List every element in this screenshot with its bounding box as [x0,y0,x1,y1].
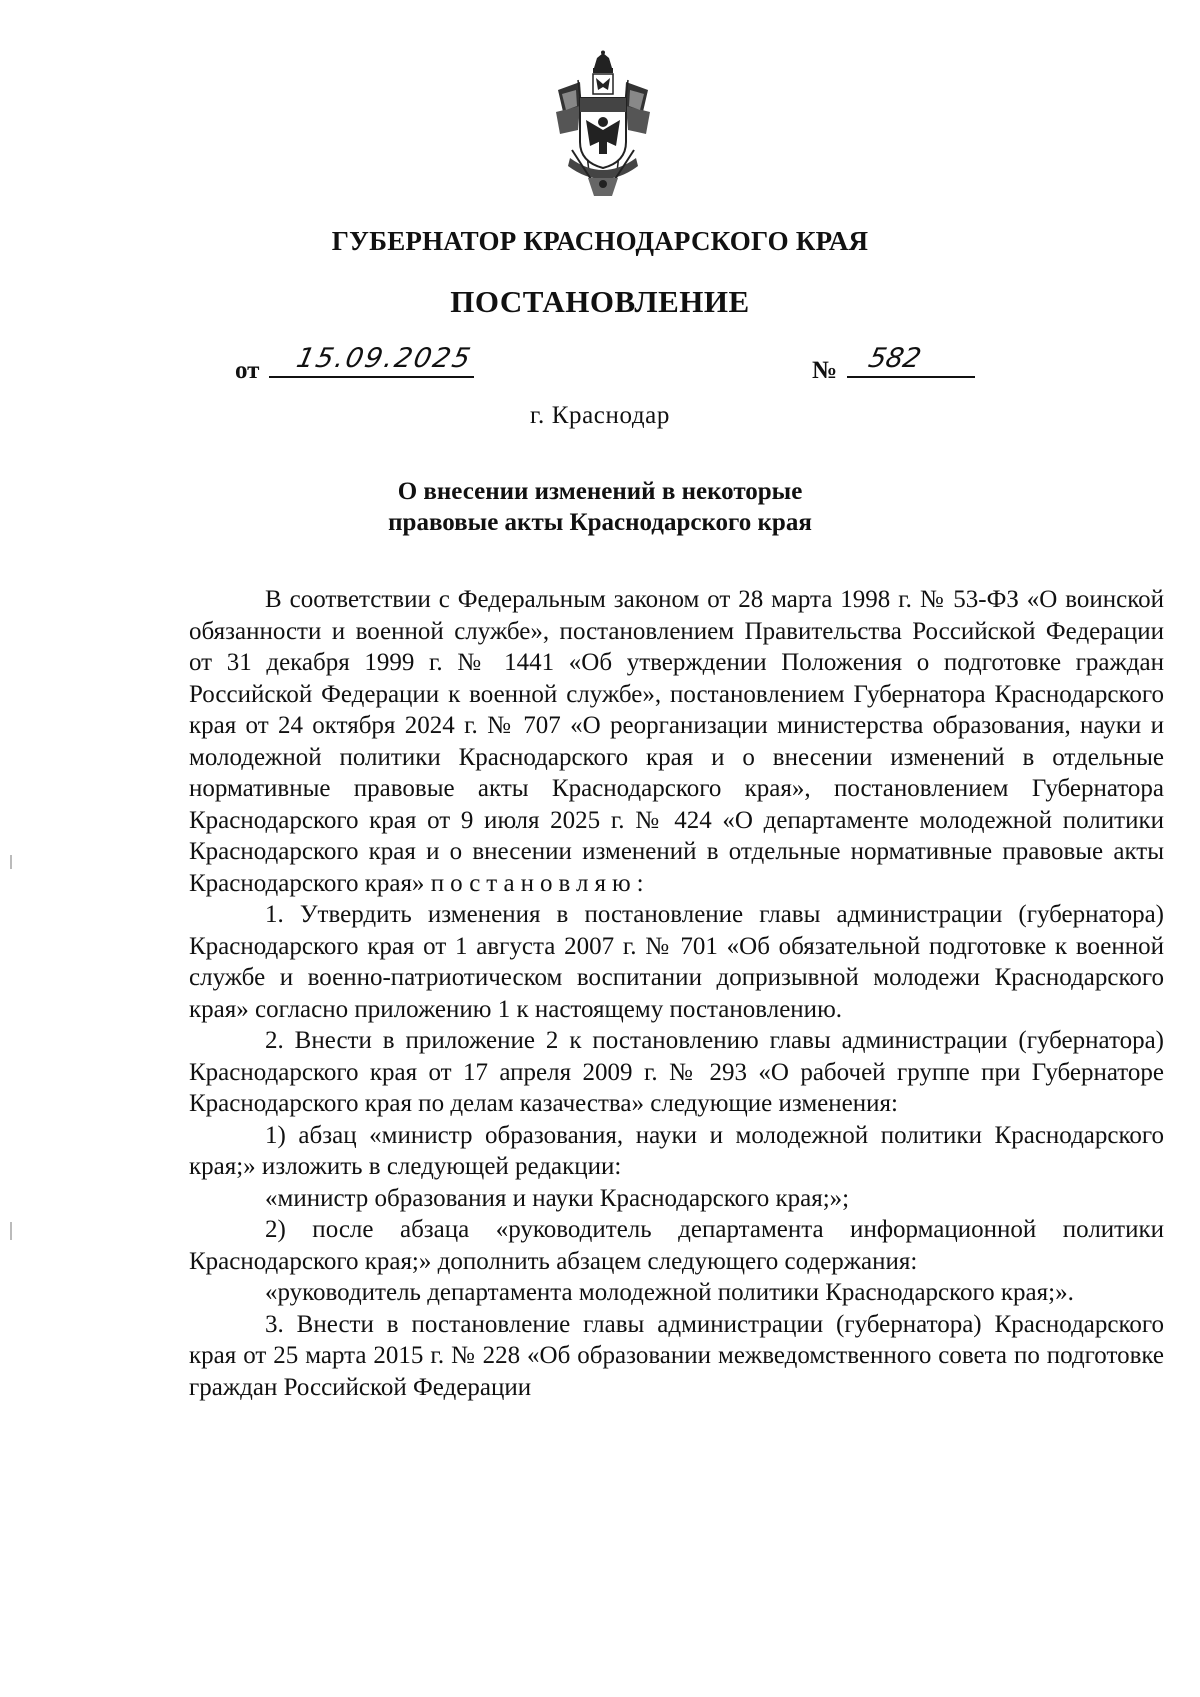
paragraph-2-1: 1) абзац «министр образования, науки и молодежной политики Краснодарского края;» изложить в следующей редакции: [189,1121,1164,1180]
date-field [235,343,476,385]
city: г. Краснодар [530,402,670,429]
issuing-authority: ГУБЕРНАТОР КРАСНОДАРСКОГО КРАЯ [331,226,869,256]
number-value-handwritten: 582 [865,343,924,374]
paragraph-2-2-text: «руководитель департамента молодежной политики Краснодарского края;». [265,1279,1074,1306]
document-title [0,476,1200,538]
date-prefix: от [235,357,260,384]
paragraph-3: 3. Внести в постановление главы администрации (губернатора) Краснодарского края от 25 марта 2015 г. № 228 «Об образовании межведомственного совета по подготовке граждан Российской Федерации [189,1310,1164,1401]
document-body [189,584,1164,1403]
document-type: ПОСТАНОВЛЕНИЕ [450,284,750,319]
title-line-1: О внесении изменений в некоторые [397,478,803,505]
krasnodar-coat-of-arms-icon [550,50,656,200]
number-prefix: № [812,357,838,384]
number-line [847,343,975,378]
scan-margin-mark [10,855,12,869]
number-field [812,343,975,385]
preamble-paragraph [189,584,1164,899]
paragraph-2: 2. Внести в приложение 2 к постановлению главы администрации (губернатора) Краснодарского края от 17 апреля 2009 г. № 293 «О рабочей группе при Губернаторе Краснодарского края по делам казачества» следующие изменения: [189,1027,1164,1117]
paragraph-2-1-text: «министр образования и науки Краснодарского края;»; [265,1184,850,1212]
decree-word: постановляю: [430,869,650,897]
date-value-handwritten: 15.09.2025 [294,343,476,374]
paragraph-1: 1. Утвердить изменения в постановление главы администрации (губернатора) Краснодарского края от 1 августа 2007 г. № 701 «Об обязательной подготовке к военной службе и военно-патриотическом воспитании допризывной молодежи Краснодарского края» согласно приложению 1 к настоящему постановлению. [189,901,1164,1023]
scan-margin-mark [10,1222,12,1240]
paragraph-2-2: 2) после абзаца «руководитель департамента информационной политики Краснодарского края;» дополнить абзацем следующего содержания: [189,1216,1164,1275]
title-line-2: правовые акты Краснодарского края [388,509,812,536]
preamble-text: В соответствии с Федеральным законом от 28 марта 1998 г. № 53-ФЗ «О воинской обязанности и военной службе», постановлением Правительства Российской Федерации от 31 декабря 1999 г. № 1441 «Об утверждении Положения о подготовке граждан Российской Федерации к военной службе», постановлением Губернатора Краснодарского края от 24 октября 2024 г. № 707 «О реорганизации министерства образования, науки и молодежной политики Краснодарского края и о внесении изменений в отдельные нормативные правовые акты Краснодарского края», постановлением Губернатора Краснодарского края от 9 июля 2025 г. № 424 «О департаменте молодежной политики Краснодарского края и о внесении изменений в отдельные нормативные правовые акты Краснодарского края» [189,586,1164,897]
date-line [269,343,476,378]
